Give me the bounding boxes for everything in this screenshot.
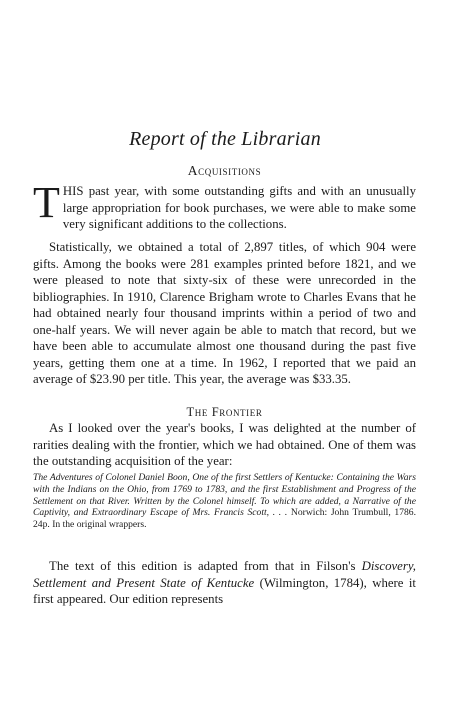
section-heading-frontier: The Frontier (186, 405, 263, 419)
drop-cap: T (33, 178, 60, 227)
citation-imprint: Norwich: John Trumbull, 1786. 24p. In the original wrappers. (33, 507, 416, 531)
paragraph-intro (33, 178, 416, 233)
paragraph-intro-text: HIS past year, with some outstanding gifts and with an unusually large appropriation for book purchases, we were able to make some very significant additions to the collections. (62, 184, 416, 231)
paragraph-statistics: Statistically, we obtained a total of 2,897 titles, of which 904 were gifts. Among the books were 281 examples printed before 1821, and we were pleased to note that sixty-six of these were unrecorded in the bibliographies. In 1910, Clarence Brigham wrote to Charles Evans that he had obtained nearly four thousand imprints within a period of two and one-half years. We will never again be able to match that record, but we have been able to accumulate almost one thousand during the past five years, getting them one at a time. In 1962, I reported that we paid an average of $23.90 per title. This year, the average was $33.35. (33, 240, 416, 386)
paragraph-edition (33, 558, 416, 608)
text-column (33, 0, 416, 723)
book-citation (33, 472, 416, 531)
citation-title: The Adventures of Colonel Daniel Boon, One of the first Settlers of Kentucke: Containing the Wars with the Indians on the Ohio, from 1769 to 1783, and the first Establishment and Progress of the Settlement on that River. Written by the Colonel himself. To which are added, a Narrative of the Captivity, and Extraordinary Escape of Mrs. Francis Scott, . . . (33, 472, 416, 519)
paragraph-edition-a: The text of this edition is adapted from that in Filson's (49, 559, 362, 573)
section-heading-acquisitions: Acquisitions (187, 163, 262, 178)
paragraph-frontier: As I looked over the year's books, I was delighted at the number of rarities dealing with the frontier, which we had obtained. One of them was the outstanding acquisition of the year: (33, 421, 416, 468)
paragraph-edition-b: (Wilmington, 1784), where it first appeared. Our edition represents (33, 575, 416, 606)
paragraph-edition-title: Discovery, Settlement and Present State of Kentucke (33, 559, 416, 590)
page-title: Report of the Librarian (129, 128, 321, 150)
